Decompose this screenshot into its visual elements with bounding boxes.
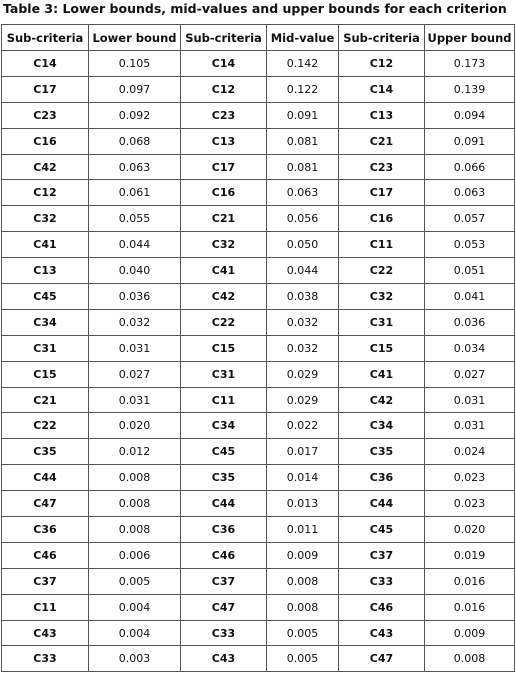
table-row bbox=[2, 309, 515, 335]
header-sub-criteria-2: Sub-criteria bbox=[181, 25, 267, 51]
upper-bound-cell: 0.053 bbox=[425, 232, 515, 258]
upper-bound-cell: 0.008 bbox=[425, 646, 515, 672]
upper-bound-cell: 0.016 bbox=[425, 594, 515, 620]
upper-bound-cell: 0.057 bbox=[425, 206, 515, 232]
upper-bound-cell: 0.020 bbox=[425, 517, 515, 543]
lower-sub-criteria-cell: C21 bbox=[2, 387, 89, 413]
upper-sub-criteria-cell: C12 bbox=[339, 51, 425, 77]
table-row bbox=[2, 542, 515, 568]
lower-bound-cell: 0.005 bbox=[89, 568, 181, 594]
header-upper-bound: Upper bound bbox=[425, 25, 515, 51]
mid-sub-criteria-cell: C11 bbox=[181, 387, 267, 413]
upper-bound-cell: 0.051 bbox=[425, 258, 515, 284]
upper-bound-cell: 0.036 bbox=[425, 309, 515, 335]
lower-sub-criteria-cell: C13 bbox=[2, 258, 89, 284]
lower-sub-criteria-cell: C46 bbox=[2, 542, 89, 568]
lower-sub-criteria-cell: C33 bbox=[2, 646, 89, 672]
mid-sub-criteria-cell: C45 bbox=[181, 439, 267, 465]
lower-sub-criteria-cell: C45 bbox=[2, 284, 89, 310]
mid-value-cell: 0.081 bbox=[267, 128, 339, 154]
header-row bbox=[2, 25, 515, 51]
lower-bound-cell: 0.004 bbox=[89, 620, 181, 646]
table-row bbox=[2, 284, 515, 310]
lower-bound-cell: 0.036 bbox=[89, 284, 181, 310]
mid-value-cell: 0.008 bbox=[267, 594, 339, 620]
lower-bound-cell: 0.004 bbox=[89, 594, 181, 620]
mid-value-cell: 0.063 bbox=[267, 180, 339, 206]
mid-sub-criteria-cell: C46 bbox=[181, 542, 267, 568]
mid-sub-criteria-cell: C16 bbox=[181, 180, 267, 206]
lower-bound-cell: 0.097 bbox=[89, 76, 181, 102]
lower-sub-criteria-cell: C43 bbox=[2, 620, 89, 646]
header-sub-criteria-1: Sub-criteria bbox=[2, 25, 89, 51]
lower-bound-cell: 0.031 bbox=[89, 387, 181, 413]
lower-sub-criteria-cell: C34 bbox=[2, 309, 89, 335]
table-row bbox=[2, 154, 515, 180]
upper-sub-criteria-cell: C34 bbox=[339, 413, 425, 439]
mid-value-cell: 0.081 bbox=[267, 154, 339, 180]
mid-sub-criteria-cell: C34 bbox=[181, 413, 267, 439]
bounds-table bbox=[1, 24, 515, 672]
upper-bound-cell: 0.031 bbox=[425, 387, 515, 413]
lower-sub-criteria-cell: C47 bbox=[2, 491, 89, 517]
mid-value-cell: 0.029 bbox=[267, 387, 339, 413]
lower-sub-criteria-cell: C35 bbox=[2, 439, 89, 465]
upper-bound-cell: 0.031 bbox=[425, 413, 515, 439]
table-row bbox=[2, 258, 515, 284]
mid-value-cell: 0.013 bbox=[267, 491, 339, 517]
lower-sub-criteria-cell: C42 bbox=[2, 154, 89, 180]
mid-value-cell: 0.038 bbox=[267, 284, 339, 310]
upper-bound-cell: 0.139 bbox=[425, 76, 515, 102]
upper-sub-criteria-cell: C13 bbox=[339, 102, 425, 128]
mid-sub-criteria-cell: C35 bbox=[181, 465, 267, 491]
mid-sub-criteria-cell: C31 bbox=[181, 361, 267, 387]
upper-bound-cell: 0.009 bbox=[425, 620, 515, 646]
mid-sub-criteria-cell: C47 bbox=[181, 594, 267, 620]
upper-bound-cell: 0.066 bbox=[425, 154, 515, 180]
mid-sub-criteria-cell: C37 bbox=[181, 568, 267, 594]
mid-sub-criteria-cell: C17 bbox=[181, 154, 267, 180]
lower-sub-criteria-cell: C16 bbox=[2, 128, 89, 154]
upper-sub-criteria-cell: C32 bbox=[339, 284, 425, 310]
lower-sub-criteria-cell: C32 bbox=[2, 206, 89, 232]
table-header bbox=[2, 25, 515, 51]
lower-sub-criteria-cell: C31 bbox=[2, 335, 89, 361]
mid-sub-criteria-cell: C44 bbox=[181, 491, 267, 517]
upper-bound-cell: 0.094 bbox=[425, 102, 515, 128]
upper-sub-criteria-cell: C22 bbox=[339, 258, 425, 284]
upper-sub-criteria-cell: C44 bbox=[339, 491, 425, 517]
lower-sub-criteria-cell: C17 bbox=[2, 76, 89, 102]
lower-bound-cell: 0.105 bbox=[89, 51, 181, 77]
upper-sub-criteria-cell: C42 bbox=[339, 387, 425, 413]
table-row bbox=[2, 439, 515, 465]
lower-sub-criteria-cell: C36 bbox=[2, 517, 89, 543]
mid-value-cell: 0.008 bbox=[267, 568, 339, 594]
lower-bound-cell: 0.040 bbox=[89, 258, 181, 284]
mid-sub-criteria-cell: C41 bbox=[181, 258, 267, 284]
table-row bbox=[2, 76, 515, 102]
mid-sub-criteria-cell: C23 bbox=[181, 102, 267, 128]
table-row bbox=[2, 491, 515, 517]
upper-sub-criteria-cell: C21 bbox=[339, 128, 425, 154]
mid-value-cell: 0.017 bbox=[267, 439, 339, 465]
lower-bound-cell: 0.032 bbox=[89, 309, 181, 335]
lower-bound-cell: 0.008 bbox=[89, 517, 181, 543]
table-row bbox=[2, 128, 515, 154]
mid-value-cell: 0.050 bbox=[267, 232, 339, 258]
lower-bound-cell: 0.092 bbox=[89, 102, 181, 128]
mid-value-cell: 0.005 bbox=[267, 646, 339, 672]
mid-sub-criteria-cell: C33 bbox=[181, 620, 267, 646]
lower-bound-cell: 0.020 bbox=[89, 413, 181, 439]
mid-sub-criteria-cell: C42 bbox=[181, 284, 267, 310]
upper-sub-criteria-cell: C16 bbox=[339, 206, 425, 232]
mid-sub-criteria-cell: C15 bbox=[181, 335, 267, 361]
lower-bound-cell: 0.003 bbox=[89, 646, 181, 672]
upper-sub-criteria-cell: C46 bbox=[339, 594, 425, 620]
table-row bbox=[2, 517, 515, 543]
upper-sub-criteria-cell: C14 bbox=[339, 76, 425, 102]
mid-sub-criteria-cell: C21 bbox=[181, 206, 267, 232]
table-row bbox=[2, 413, 515, 439]
table-body bbox=[2, 51, 515, 672]
table-row bbox=[2, 646, 515, 672]
lower-sub-criteria-cell: C23 bbox=[2, 102, 89, 128]
header-lower-bound: Lower bound bbox=[89, 25, 181, 51]
mid-sub-criteria-cell: C14 bbox=[181, 51, 267, 77]
upper-bound-cell: 0.019 bbox=[425, 542, 515, 568]
table-row bbox=[2, 335, 515, 361]
lower-bound-cell: 0.031 bbox=[89, 335, 181, 361]
lower-sub-criteria-cell: C44 bbox=[2, 465, 89, 491]
mid-sub-criteria-cell: C32 bbox=[181, 232, 267, 258]
lower-bound-cell: 0.012 bbox=[89, 439, 181, 465]
mid-sub-criteria-cell: C12 bbox=[181, 76, 267, 102]
mid-value-cell: 0.014 bbox=[267, 465, 339, 491]
lower-sub-criteria-cell: C41 bbox=[2, 232, 89, 258]
lower-sub-criteria-cell: C15 bbox=[2, 361, 89, 387]
lower-bound-cell: 0.027 bbox=[89, 361, 181, 387]
lower-bound-cell: 0.061 bbox=[89, 180, 181, 206]
lower-bound-cell: 0.063 bbox=[89, 154, 181, 180]
upper-bound-cell: 0.063 bbox=[425, 180, 515, 206]
table-row bbox=[2, 387, 515, 413]
lower-sub-criteria-cell: C11 bbox=[2, 594, 89, 620]
header-sub-criteria-3: Sub-criteria bbox=[339, 25, 425, 51]
mid-value-cell: 0.009 bbox=[267, 542, 339, 568]
upper-bound-cell: 0.041 bbox=[425, 284, 515, 310]
mid-value-cell: 0.032 bbox=[267, 335, 339, 361]
upper-bound-cell: 0.023 bbox=[425, 465, 515, 491]
table-row bbox=[2, 594, 515, 620]
upper-bound-cell: 0.173 bbox=[425, 51, 515, 77]
table-row bbox=[2, 232, 515, 258]
mid-value-cell: 0.056 bbox=[267, 206, 339, 232]
lower-sub-criteria-cell: C22 bbox=[2, 413, 89, 439]
lower-bound-cell: 0.055 bbox=[89, 206, 181, 232]
header-mid-value: Mid-value bbox=[267, 25, 339, 51]
lower-sub-criteria-cell: C37 bbox=[2, 568, 89, 594]
mid-sub-criteria-cell: C36 bbox=[181, 517, 267, 543]
lower-bound-cell: 0.068 bbox=[89, 128, 181, 154]
table-row bbox=[2, 206, 515, 232]
upper-sub-criteria-cell: C17 bbox=[339, 180, 425, 206]
table-row bbox=[2, 361, 515, 387]
mid-value-cell: 0.142 bbox=[267, 51, 339, 77]
upper-bound-cell: 0.016 bbox=[425, 568, 515, 594]
mid-sub-criteria-cell: C13 bbox=[181, 128, 267, 154]
table-row bbox=[2, 620, 515, 646]
upper-sub-criteria-cell: C47 bbox=[339, 646, 425, 672]
table-row bbox=[2, 102, 515, 128]
upper-sub-criteria-cell: C31 bbox=[339, 309, 425, 335]
upper-sub-criteria-cell: C43 bbox=[339, 620, 425, 646]
lower-bound-cell: 0.044 bbox=[89, 232, 181, 258]
upper-bound-cell: 0.027 bbox=[425, 361, 515, 387]
table-row bbox=[2, 180, 515, 206]
upper-bound-cell: 0.034 bbox=[425, 335, 515, 361]
lower-bound-cell: 0.008 bbox=[89, 465, 181, 491]
lower-bound-cell: 0.006 bbox=[89, 542, 181, 568]
mid-value-cell: 0.122 bbox=[267, 76, 339, 102]
upper-sub-criteria-cell: C23 bbox=[339, 154, 425, 180]
upper-sub-criteria-cell: C36 bbox=[339, 465, 425, 491]
upper-sub-criteria-cell: C41 bbox=[339, 361, 425, 387]
lower-bound-cell: 0.008 bbox=[89, 491, 181, 517]
upper-bound-cell: 0.024 bbox=[425, 439, 515, 465]
table-caption: Table 3: Lower bounds, mid-values and upper bounds for each criterion bbox=[3, 1, 507, 16]
lower-sub-criteria-cell: C12 bbox=[2, 180, 89, 206]
mid-value-cell: 0.005 bbox=[267, 620, 339, 646]
upper-sub-criteria-cell: C45 bbox=[339, 517, 425, 543]
upper-bound-cell: 0.023 bbox=[425, 491, 515, 517]
mid-value-cell: 0.011 bbox=[267, 517, 339, 543]
table-row bbox=[2, 51, 515, 77]
table-row bbox=[2, 465, 515, 491]
upper-sub-criteria-cell: C33 bbox=[339, 568, 425, 594]
lower-sub-criteria-cell: C14 bbox=[2, 51, 89, 77]
mid-sub-criteria-cell: C43 bbox=[181, 646, 267, 672]
mid-value-cell: 0.029 bbox=[267, 361, 339, 387]
upper-sub-criteria-cell: C35 bbox=[339, 439, 425, 465]
mid-sub-criteria-cell: C22 bbox=[181, 309, 267, 335]
mid-value-cell: 0.022 bbox=[267, 413, 339, 439]
mid-value-cell: 0.091 bbox=[267, 102, 339, 128]
mid-value-cell: 0.032 bbox=[267, 309, 339, 335]
mid-value-cell: 0.044 bbox=[267, 258, 339, 284]
upper-sub-criteria-cell: C15 bbox=[339, 335, 425, 361]
table-row bbox=[2, 568, 515, 594]
upper-sub-criteria-cell: C11 bbox=[339, 232, 425, 258]
upper-sub-criteria-cell: C37 bbox=[339, 542, 425, 568]
upper-bound-cell: 0.091 bbox=[425, 128, 515, 154]
